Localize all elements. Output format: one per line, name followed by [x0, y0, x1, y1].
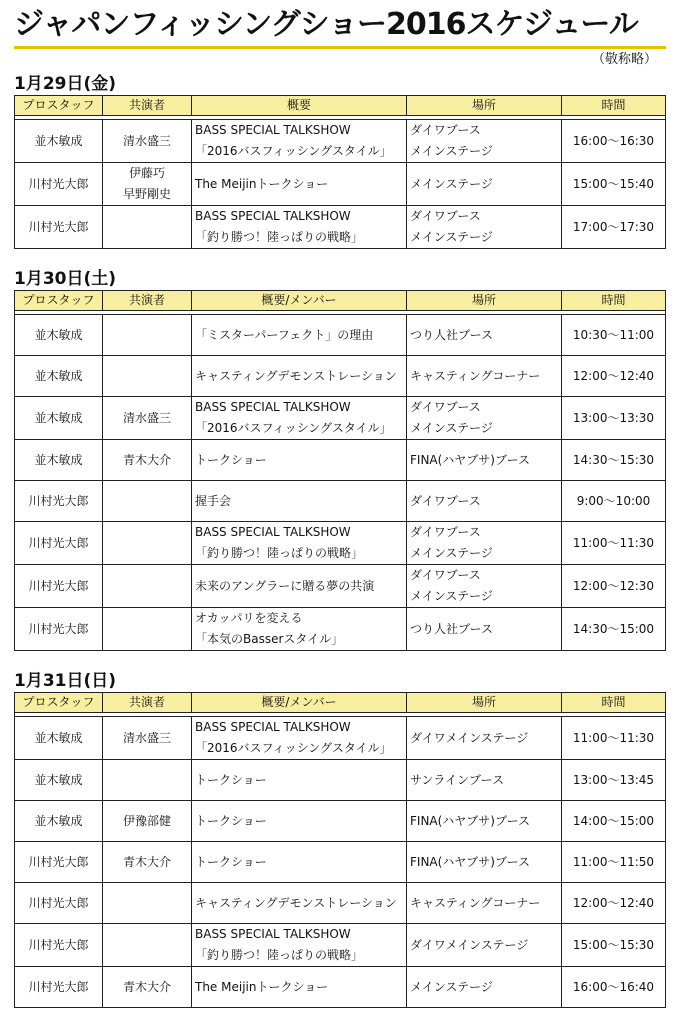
cell-line: トークショー: [195, 452, 267, 467]
staff-cell: 川村光大郎: [15, 883, 103, 924]
summary-cell: [192, 924, 407, 967]
place-cell: [407, 315, 562, 356]
time-cell: 10:30〜11:00: [562, 315, 666, 356]
co-performer-cell: [103, 883, 192, 924]
table-row: [15, 522, 666, 565]
cell-line: BASS SPECIAL TALKSHOW: [195, 927, 351, 941]
place-cell: [407, 440, 562, 481]
cell-line: ダイワブース: [410, 568, 481, 582]
summary-cell: [192, 760, 407, 801]
schedule-table-1: [14, 290, 666, 651]
table-row: [15, 206, 666, 249]
cell-line: トークショー: [195, 772, 267, 787]
cell-line: 清水盛三: [122, 133, 171, 148]
cell-line: メインステージ: [410, 546, 493, 560]
cell-line: 青木大介: [122, 452, 171, 467]
table-header-row: [15, 96, 666, 116]
cell-line: キャスティングコーナー: [410, 368, 541, 383]
table-row: [15, 842, 666, 883]
cell-line: BASS SPECIAL TALKSHOW: [195, 209, 351, 223]
table-row: [15, 801, 666, 842]
time-cell: 14:30〜15:30: [562, 440, 666, 481]
time-cell: 11:00〜11:30: [562, 522, 666, 565]
cell-line: メインステージ: [410, 176, 493, 191]
table-row: [15, 356, 666, 397]
staff-cell: 並木敏成: [15, 397, 103, 440]
co-performer-cell: [103, 522, 192, 565]
table-row: [15, 760, 666, 801]
time-cell: 14:30〜15:00: [562, 608, 666, 651]
cell-line: ダイワブース: [410, 209, 481, 223]
summary-cell: [192, 206, 407, 249]
co-performer-cell: [103, 608, 192, 651]
time-cell: 12:00〜12:40: [562, 356, 666, 397]
place-cell: [407, 717, 562, 760]
cell-line: BASS SPECIAL TALKSHOW: [195, 123, 351, 137]
staff-cell: 川村光大郎: [15, 481, 103, 522]
column-header: プロスタッフ: [15, 96, 103, 116]
staff-cell: 並木敏成: [15, 315, 103, 356]
column-header: 概要: [192, 96, 407, 116]
summary-cell: [192, 440, 407, 481]
place-cell: [407, 356, 562, 397]
cell-line: 「釣り勝つ！陸っぱりの戦略」: [195, 948, 364, 962]
time-cell: 13:00〜13:45: [562, 760, 666, 801]
column-header: 場所: [407, 96, 562, 116]
cell-line: FINA(ハヤブサ)ブース: [410, 452, 531, 467]
column-header: 時間: [562, 291, 666, 311]
co-performer-cell: [103, 120, 192, 163]
cell-line: ダイワブース: [410, 493, 481, 508]
cell-line: メインステージ: [410, 421, 493, 435]
place-cell: [407, 842, 562, 883]
cell-line: ダイワメインステージ: [410, 730, 529, 745]
cell-line: メインステージ: [410, 979, 493, 994]
time-cell: 16:00〜16:30: [562, 120, 666, 163]
summary-cell: [192, 522, 407, 565]
staff-cell: 川村光大郎: [15, 522, 103, 565]
table-row: [15, 565, 666, 608]
cell-line: 早野剛史: [122, 187, 171, 201]
column-header: 場所: [407, 291, 562, 311]
page-title: ジャパンフィッシングショー2016スケジュール: [14, 7, 638, 42]
cell-line: BASS SPECIAL TALKSHOW: [195, 720, 351, 734]
time-cell: 14:00〜15:00: [562, 801, 666, 842]
cell-line: ダイワブース: [410, 123, 481, 137]
co-performer-cell: [103, 924, 192, 967]
column-header: 時間: [562, 96, 666, 116]
cell-line: FINA(ハヤブサ)ブース: [410, 813, 531, 828]
cell-line: 青木大介: [122, 979, 171, 994]
time-cell: 11:00〜11:30: [562, 717, 666, 760]
cell-line: 「釣り勝つ！陸っぱりの戦略」: [195, 230, 364, 244]
column-header: 共演者: [103, 693, 192, 713]
summary-cell: [192, 397, 407, 440]
column-header: プロスタッフ: [15, 693, 103, 713]
cell-line: 伊豫部健: [122, 813, 171, 828]
column-header: 概要/メンバー: [192, 291, 407, 311]
time-cell: 15:00〜15:30: [562, 924, 666, 967]
cell-line: FINA(ハヤブサ)ブース: [410, 854, 531, 869]
cell-line: トークショー: [195, 813, 267, 828]
co-performer-cell: [103, 356, 192, 397]
place-cell: [407, 924, 562, 967]
cell-line: ダイワメインステージ: [410, 937, 529, 952]
summary-cell: [192, 842, 407, 883]
day-heading-1: 1月30日(土): [14, 269, 117, 289]
place-cell: [407, 120, 562, 163]
time-cell: 11:00〜11:50: [562, 842, 666, 883]
place-cell: [407, 608, 562, 651]
table-row: [15, 120, 666, 163]
cell-line: メインステージ: [410, 230, 493, 244]
schedule-table-2: [14, 692, 666, 1008]
summary-cell: [192, 481, 407, 522]
co-performer-cell: [103, 967, 192, 1008]
summary-cell: [192, 315, 407, 356]
table-header-row: [15, 291, 666, 311]
co-performer-cell: [103, 760, 192, 801]
column-header: 共演者: [103, 291, 192, 311]
cell-line: 「2016バスフィッシングスタイル」: [195, 421, 392, 435]
staff-cell: 川村光大郎: [15, 924, 103, 967]
table-row: [15, 397, 666, 440]
time-cell: 9:00〜10:00: [562, 481, 666, 522]
table-row: [15, 315, 666, 356]
summary-cell: [192, 608, 407, 651]
cell-line: 「ミスターパーフェクト」の理由: [195, 327, 374, 342]
table-row: [15, 481, 666, 522]
summary-cell: [192, 356, 407, 397]
table-row: [15, 440, 666, 481]
cell-line: 「2016バスフィッシングスタイル」: [195, 144, 392, 158]
summary-cell: [192, 883, 407, 924]
staff-cell: 並木敏成: [15, 120, 103, 163]
staff-cell: 川村光大郎: [15, 206, 103, 249]
staff-cell: 川村光大郎: [15, 608, 103, 651]
staff-cell: 並木敏成: [15, 717, 103, 760]
time-cell: 15:00〜15:40: [562, 163, 666, 206]
day-heading-0: 1月29日(金): [14, 74, 117, 94]
table-row: [15, 967, 666, 1008]
day-heading-2: 1月31日(日): [14, 671, 117, 691]
staff-cell: 並木敏成: [15, 440, 103, 481]
cell-line: 未来のアングラーに贈る夢の共演: [195, 578, 375, 593]
staff-cell: 並木敏成: [15, 356, 103, 397]
summary-cell: [192, 801, 407, 842]
cell-line: The Meijinトークショー: [195, 176, 329, 191]
summary-cell: [192, 163, 407, 206]
co-performer-cell: [103, 565, 192, 608]
co-performer-cell: [103, 717, 192, 760]
place-cell: [407, 163, 562, 206]
cell-line: 「本気のBasserスタイル」: [195, 632, 344, 646]
cell-line: メインステージ: [410, 144, 493, 158]
cell-line: トークショー: [195, 854, 267, 869]
place-cell: [407, 522, 562, 565]
title-underline: [14, 46, 666, 49]
cell-line: 「2016バスフィッシングスタイル」: [195, 741, 392, 755]
place-cell: [407, 565, 562, 608]
cell-line: The Meijinトークショー: [195, 979, 329, 994]
cell-line: キャスティングデモンストレーション: [195, 895, 397, 910]
time-cell: 16:00〜16:40: [562, 967, 666, 1008]
place-cell: [407, 760, 562, 801]
staff-cell: 川村光大郎: [15, 967, 103, 1008]
place-cell: [407, 801, 562, 842]
cell-line: キャスティングデモンストレーション: [195, 368, 397, 383]
column-header: 概要/メンバー: [192, 693, 407, 713]
co-performer-cell: [103, 842, 192, 883]
time-cell: 17:00〜17:30: [562, 206, 666, 249]
cell-line: ダイワブース: [410, 400, 481, 414]
staff-cell: 川村光大郎: [15, 163, 103, 206]
time-cell: 13:00〜13:30: [562, 397, 666, 440]
cell-line: キャスティングコーナー: [410, 895, 541, 910]
column-header: プロスタッフ: [15, 291, 103, 311]
co-performer-cell: [103, 440, 192, 481]
co-performer-cell: [103, 481, 192, 522]
column-header: 共演者: [103, 96, 192, 116]
staff-cell: 並木敏成: [15, 760, 103, 801]
cell-line: BASS SPECIAL TALKSHOW: [195, 400, 351, 414]
table-row: [15, 608, 666, 651]
column-header: 場所: [407, 693, 562, 713]
place-cell: [407, 883, 562, 924]
staff-cell: 川村光大郎: [15, 565, 103, 608]
schedule-table-0: [14, 95, 666, 249]
place-cell: [407, 206, 562, 249]
cell-line: サンラインブース: [410, 772, 505, 787]
cell-line: ダイワブース: [410, 525, 481, 539]
column-header: 時間: [562, 693, 666, 713]
cell-line: 青木大介: [122, 854, 171, 869]
cell-line: つり人社ブース: [410, 621, 494, 636]
co-performer-cell: [103, 206, 192, 249]
cell-line: 伊藤巧: [128, 166, 165, 180]
co-performer-cell: [103, 315, 192, 356]
table-row: [15, 883, 666, 924]
table-row: [15, 924, 666, 967]
cell-line: 「釣り勝つ！陸っぱりの戦略」: [195, 546, 364, 560]
table-header-row: [15, 693, 666, 713]
co-performer-cell: [103, 397, 192, 440]
summary-cell: [192, 717, 407, 760]
place-cell: [407, 397, 562, 440]
time-cell: 12:00〜12:30: [562, 565, 666, 608]
cell-line: 清水盛三: [122, 730, 171, 745]
summary-cell: [192, 967, 407, 1008]
staff-cell: 並木敏成: [15, 801, 103, 842]
summary-cell: [192, 120, 407, 163]
cell-line: オカッパリを変える: [195, 611, 303, 625]
honorific-note: （敬称略）: [591, 52, 657, 67]
cell-line: 握手会: [195, 493, 232, 508]
co-performer-cell: [103, 163, 192, 206]
table-row: [15, 717, 666, 760]
co-performer-cell: [103, 801, 192, 842]
cell-line: 清水盛三: [122, 410, 171, 425]
time-cell: 12:00〜12:40: [562, 883, 666, 924]
cell-line: BASS SPECIAL TALKSHOW: [195, 525, 351, 539]
place-cell: [407, 481, 562, 522]
cell-line: つり人社ブース: [410, 327, 494, 342]
summary-cell: [192, 565, 407, 608]
table-row: [15, 163, 666, 206]
place-cell: [407, 967, 562, 1008]
cell-line: メインステージ: [410, 589, 493, 603]
staff-cell: 川村光大郎: [15, 842, 103, 883]
